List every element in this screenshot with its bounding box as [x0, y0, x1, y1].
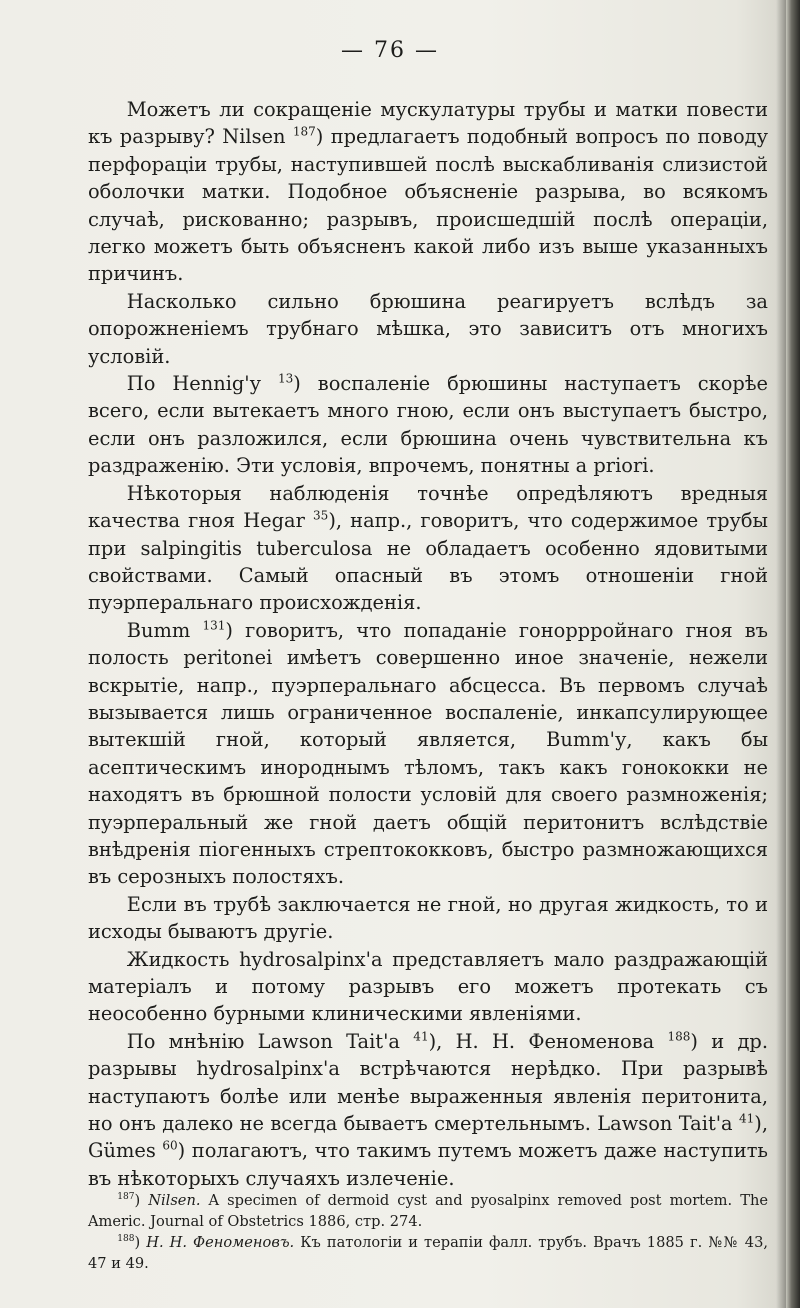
text-run: ) полагаютъ, что такимъ путемъ можетъ даже наступить въ нѣкоторыхъ случаяхъ излеченіе.: [88, 1139, 768, 1190]
footnote-ref: 188: [117, 1234, 135, 1245]
paragraph: [88, 891, 768, 946]
footnote-ref: 187: [117, 1192, 135, 1203]
paragraph: [88, 288, 768, 370]
text-run: Если въ трубѣ заключается не гной, но другая жидкость, то и исходы бываютъ другіе.: [88, 892, 768, 944]
text-run: A specimen of dermoid cyst and pyosalpinx removed post mortem. The Americ. Journal of Obstetrics 1886, стр. 274.: [88, 1192, 768, 1230]
text-run: По Hennig'у: [126, 372, 278, 396]
footnotes: [88, 1190, 768, 1274]
text-run: ), Н. Н. Феноменова: [428, 1029, 668, 1053]
author-name: Н. Н. Феноменовъ.: [146, 1234, 295, 1251]
paragraph: [88, 1028, 768, 1192]
main-text: [88, 96, 768, 1192]
text-run: Къ патологіи и терапіи фалл. трубъ. Врачъ 1885 г. №№ 43, 47 и 49.: [88, 1234, 768, 1272]
paragraph: [88, 617, 768, 891]
text-run: ) предлагаетъ подобный вопросъ по поводу перфораціи трубы, наступившей послѣ выскабливанія слизистой оболочки матки. Подобное объясненіе разрыва, во всякомъ случаѣ, рискованно; разрывъ, происшедшій послѣ операціи, легко можетъ быть объясненъ какой либо изъ выше указанныхъ причинъ.: [88, 125, 768, 286]
footnote-ref: 35: [313, 508, 329, 523]
footnote-ref: 131: [202, 618, 226, 633]
text-run: Можетъ ли сокращеніе мускулатуры трубы и матки повести къ разрыву? Nilsen: [88, 98, 768, 149]
text-run: По мнѣнію Lawson Tait'а: [126, 1029, 414, 1053]
page-number: — 76 —: [341, 38, 439, 63]
text-run: Насколько сильно брюшина реагируетъ вслѣдъ за опорожненіемъ трубнаго мѣшка, это зависитъ отъ многихъ условій.: [88, 289, 768, 368]
footnote-ref: 188: [667, 1029, 691, 1044]
text-run: ): [134, 1234, 147, 1251]
text-run: ): [134, 1192, 149, 1209]
paragraph: [88, 480, 768, 617]
footnote-ref: 41: [738, 1111, 755, 1126]
paragraph: [88, 370, 768, 480]
paragraph: [88, 946, 768, 1028]
text-run: ) говоритъ, что попаданіе гоноррройнаго гноя въ полость peritonei имѣетъ совершенно иное значеніе, нежели вскрытіе, напр., пуэрперальнаго абсцесса. Въ первомъ случаѣ вызывается лишь ограниченное воспаленіе, инкапсулирующее вытекшій гной, который является, Bumm'у, какъ бы асептическимъ инороднымъ тѣломъ, такъ какъ гонококки не находятъ въ брюшной полости условій для своего размноженія; пуэрперальный же гной даетъ общій перитонитъ вслѣдствіе внѣдренія піогенныхъ стрептококковъ, быстро размножающихся въ серозныхъ полостяхъ.: [88, 618, 768, 889]
footnote: [88, 1232, 768, 1274]
page-edge-shadow: [786, 0, 800, 1308]
footnote-ref: 187: [292, 124, 316, 139]
paragraph: [88, 96, 768, 288]
text-run: ) и др. разрывы hydrosalpinx'а встрѣчаются нерѣдко. При разрывѣ наступаютъ болѣе или менѣе выраженныя явленія перитонита, но онъ далеко не всегда бываетъ смертельнымъ. Lawson Tait'а: [88, 1029, 768, 1136]
text-run: Нѣкоторыя наблюденія точнѣе опредѣляютъ вредныя качества гноя Hegar: [88, 481, 768, 533]
footnote: [88, 1190, 768, 1232]
text-run: Жидкость hydrosalpinx'а представляетъ мало раздражающій матеріалъ и потому разрывъ его можетъ протекать съ неособенно бурными клиническими явленіями.: [88, 947, 768, 1026]
author-name: Nilsen.: [148, 1192, 201, 1209]
footnote-ref: 41: [413, 1029, 429, 1044]
text-run: ), напр., говоритъ, что содержимое трубы при salpingitis tuberculosa не обладаетъ особенно ядовитыми свойствами. Самый опасный въ этомъ отношеніи гной пуэрперальнаго происхожденія.: [88, 509, 768, 615]
text-run: Bumm: [126, 618, 203, 642]
text-run: ) воспаленіе брюшины наступаетъ скорѣе всего, если вытекаетъ много гною, если онъ выступаетъ быстро, если онъ разложился, если брюшина очень чувствительна къ раздраженію. Эти условія, впрочемъ, понятны а priori.: [88, 372, 768, 478]
footnote-ref: 13: [278, 371, 294, 386]
footnote-ref: 60: [162, 1138, 178, 1153]
text-run: ), Gümes: [88, 1112, 768, 1163]
